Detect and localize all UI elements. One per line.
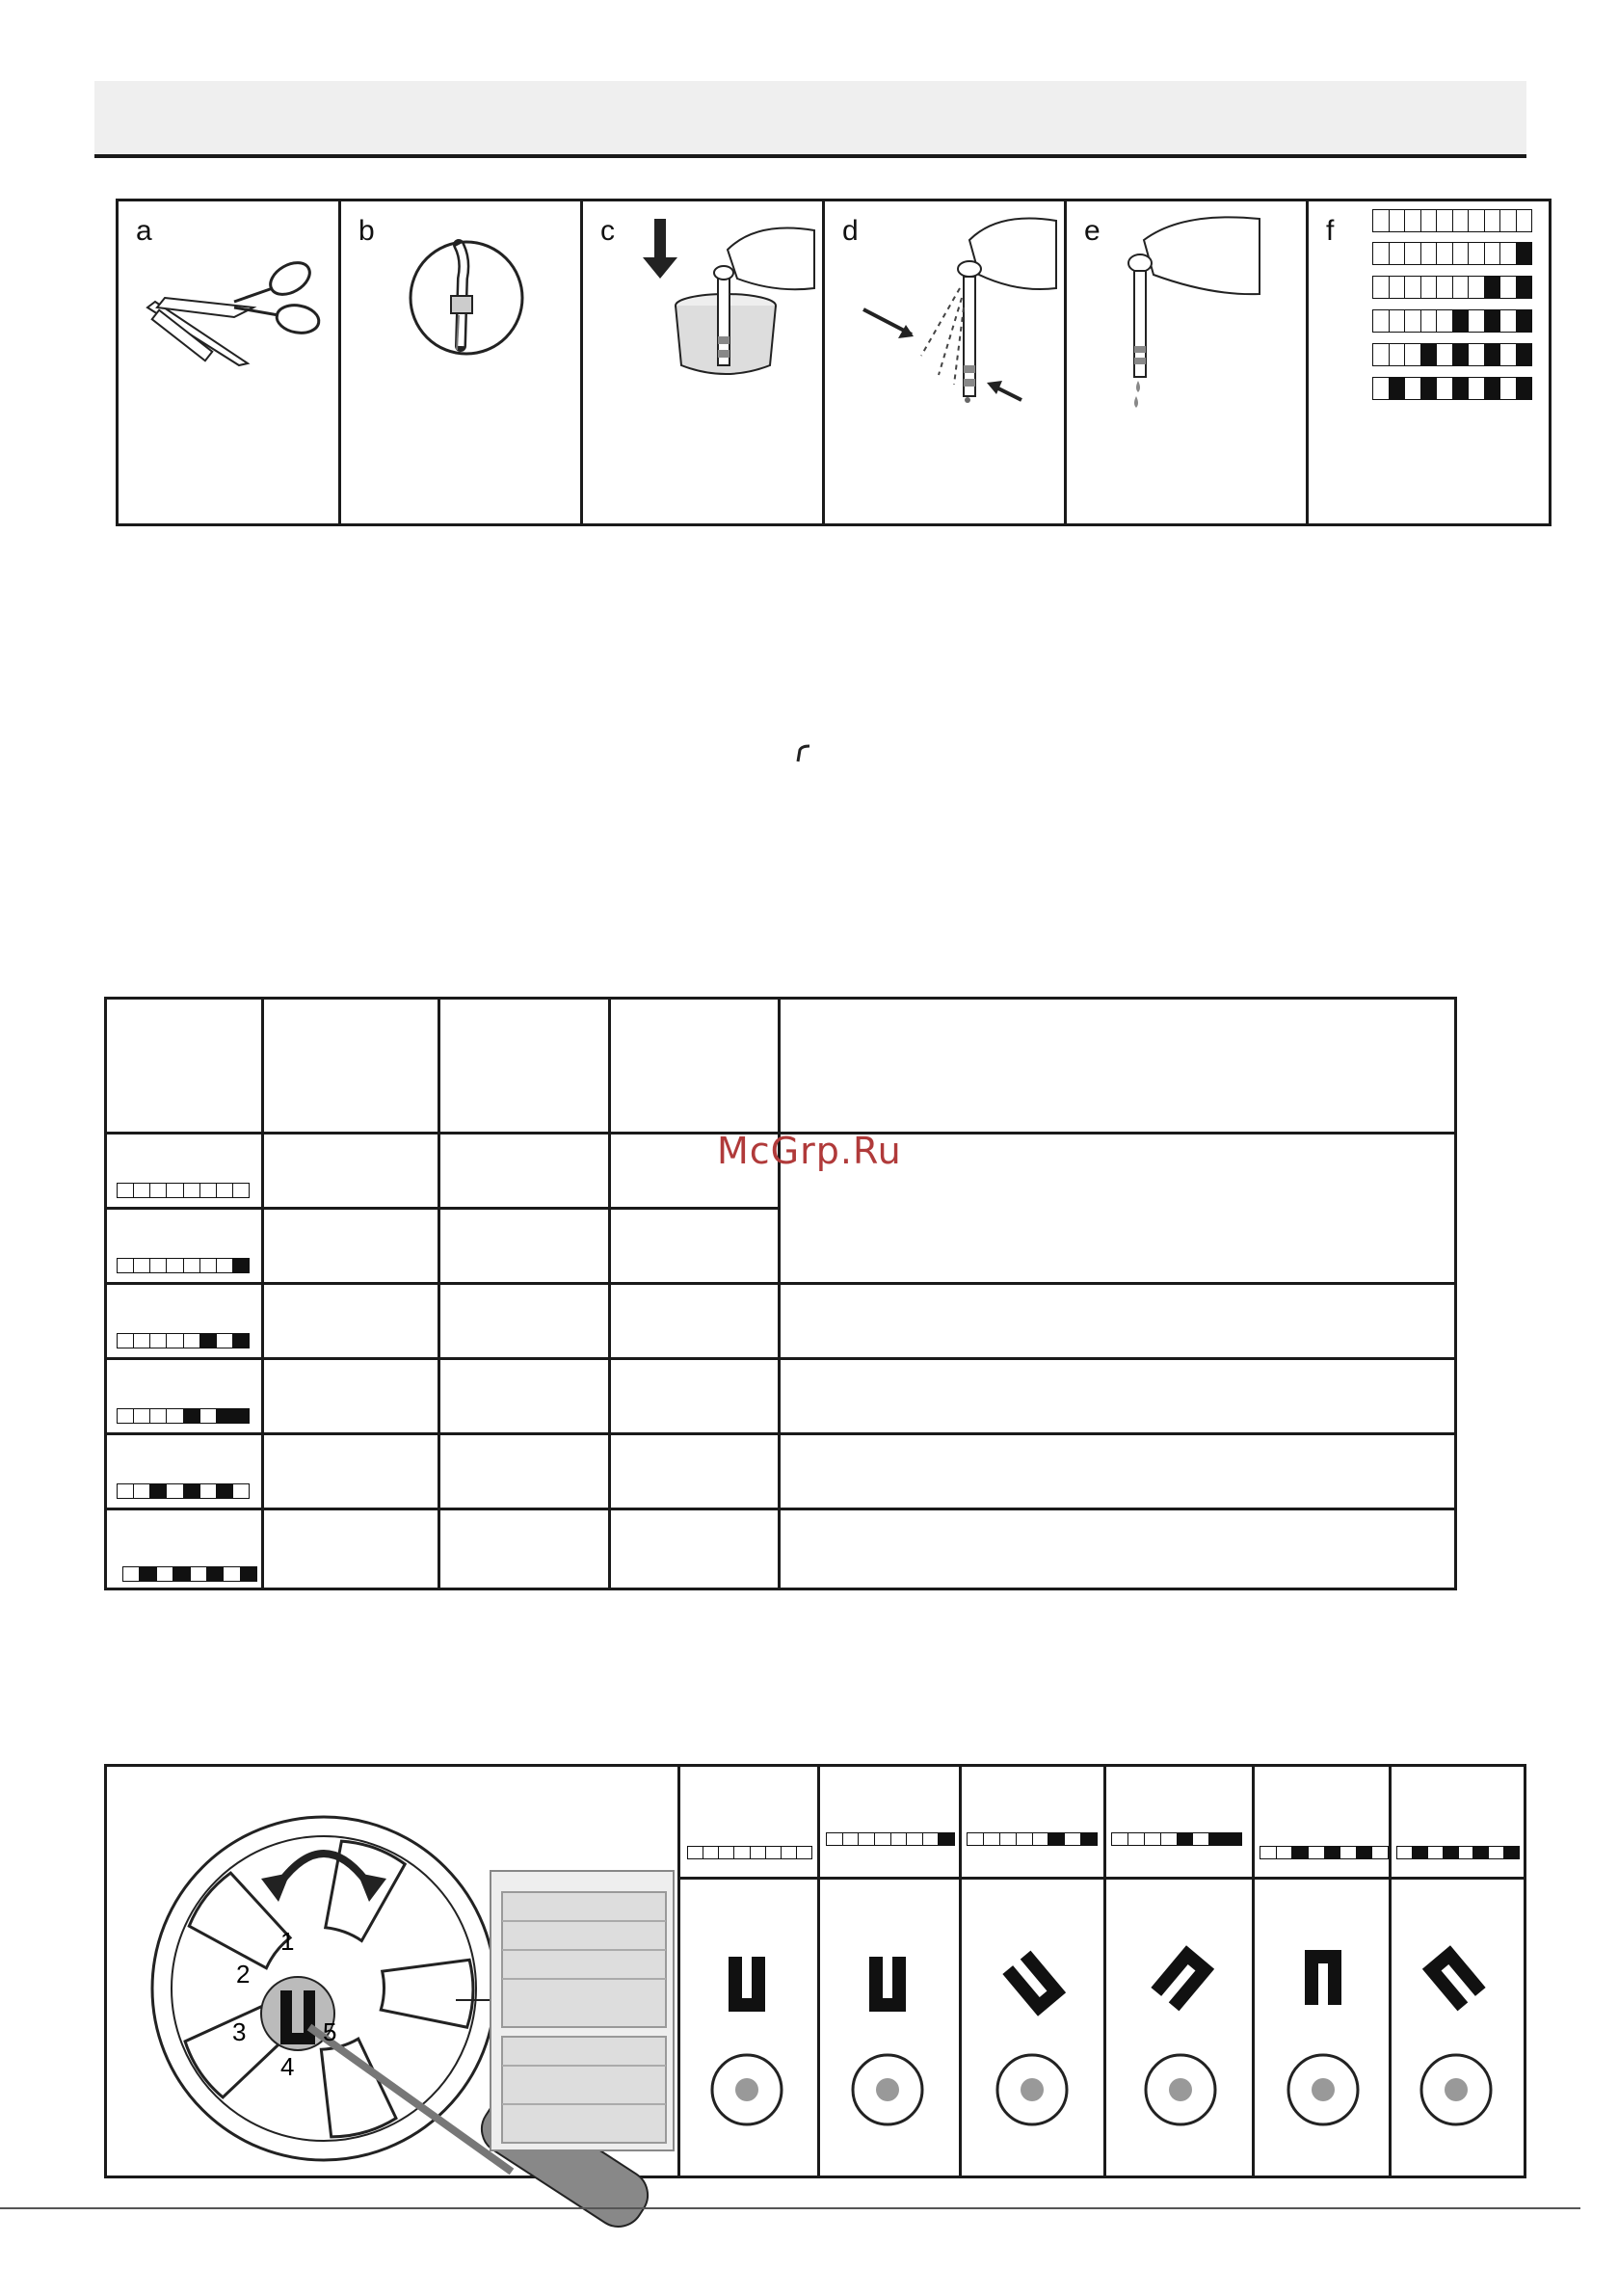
dial-number: 5 [323,2017,337,2046]
table-row-strip-3 [117,1408,250,1424]
panel-letter: d [842,215,859,247]
small-mark-icon [794,742,817,765]
hardness-table [104,997,1457,1590]
dip-strip-icon [583,201,828,529]
panel-c [580,199,825,526]
table-row-strip-0 [117,1183,250,1198]
hardness-strip-2 [1372,276,1532,299]
panel-b [338,199,583,526]
setting-strip-0 [687,1846,812,1859]
panel-e [1064,199,1309,526]
wait-strip-icon [1067,201,1312,529]
hardness-strip-4 [1372,343,1532,366]
knob-position-5-icon [1312,1957,1335,2005]
dial-number: 3 [232,2017,247,2046]
panel-letter: b [358,215,375,247]
setting-strip-1 [826,1832,955,1846]
setting-strip-5 [1396,1846,1520,1859]
softener-setting-section [104,1764,1526,2178]
panel-letter: e [1084,215,1101,247]
knob-position-1-icon [735,1957,758,2005]
table-row-strip-5 [122,1566,257,1582]
table-row-strip-2 [117,1333,250,1348]
knob-position-4-icon [1156,1955,1206,2007]
table-row-strip-4 [117,1483,250,1499]
setting-strip-3 [1111,1832,1242,1846]
panel-letter: c [600,215,615,247]
hardness-strip-3 [1372,309,1532,333]
panel-letter: f [1326,215,1335,247]
dial-illustration [107,1767,724,2268]
setting-strip-2 [967,1832,1098,1846]
scissors-icon [119,201,344,529]
shake-strip-icon [825,201,1070,529]
dial-number: 2 [236,1960,251,1989]
hardness-strip-0 [1372,209,1532,232]
knob-position-2-icon [876,1957,899,2005]
table-row-strip-1 [117,1258,250,1273]
dial-number: 1 [280,1927,295,1956]
hardness-strip-1 [1372,242,1532,265]
dial-settings-row [677,1880,1524,2176]
setting-strip-4 [1260,1846,1389,1859]
header-band [94,81,1526,158]
test-strip-water-icon [341,201,586,529]
dial-number: 4 [280,2052,295,2081]
hardness-strip-5 [1372,377,1532,400]
footer-line [0,2207,1580,2209]
test-procedure-panels [116,199,1552,526]
panel-d [822,199,1067,526]
watermark: McGrp.Ru [717,1130,902,1172]
panel-a [116,199,341,526]
knob-position-3-icon [1008,1955,1057,2007]
panel-f [1306,199,1552,526]
knob-position-6-icon [1432,1955,1481,2007]
panel-letter: a [136,215,152,247]
